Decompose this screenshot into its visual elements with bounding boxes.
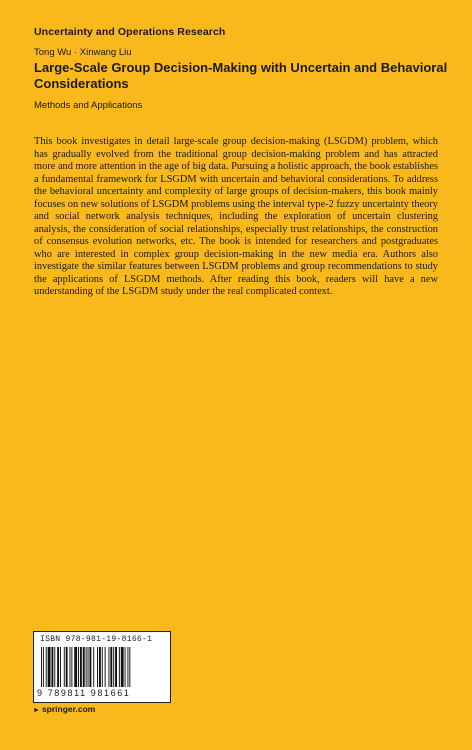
isbn-label: ISBN 978-981-19-8166-1 [40,635,153,644]
book-subtitle: Methods and Applications [34,100,143,111]
book-description: This book investigates in detail large-scale group decision-making (LSGDM) problem, which has gradually evolved from the traditional group decision-making problem and has attracted more and more attention in the age of big data. Pursuing a holistic approach, the book establishes a fundamental framework for LSGDM with uncertain and behavioral considerations. To address the behavioral uncertainty and complexity of large groups of decision-makers, this book mainly focuses on new solutions of LSGDM problems using the interval type-2 fuzzy uncertainty theory and social network analysis techniques, including the exploration of uncertain clustering analysis, the consideration of social relationships, especially trust relationships, the construction of consensus evolution networks, etc. The book is intended for researchers and postgraduates who are interested in complex group decision-making in the new media era. Authors also investigate the similar features between LSGDM problems and group recommendations to study the applications of LSGDM methods. After reading this book, readers will have a new understanding of the LSGDM study under the real complicated context. [34,136,438,297]
barcode-digits: 9 789811 981661 [37,688,131,698]
isbn-barcode [33,631,171,703]
barcode-icon [40,647,164,687]
authors: Tong Wu · Xinwang Liu [34,47,132,58]
arrow-right-icon: ► [33,707,40,714]
series-name: Uncertainty and Operations Research [34,26,226,38]
book-title: Large-Scale Group Decision-Making with Uncertain and Behavioral Considerations [34,60,448,91]
publisher-link[interactable] [33,704,95,714]
publisher-link-label: springer.com [41,704,96,714]
